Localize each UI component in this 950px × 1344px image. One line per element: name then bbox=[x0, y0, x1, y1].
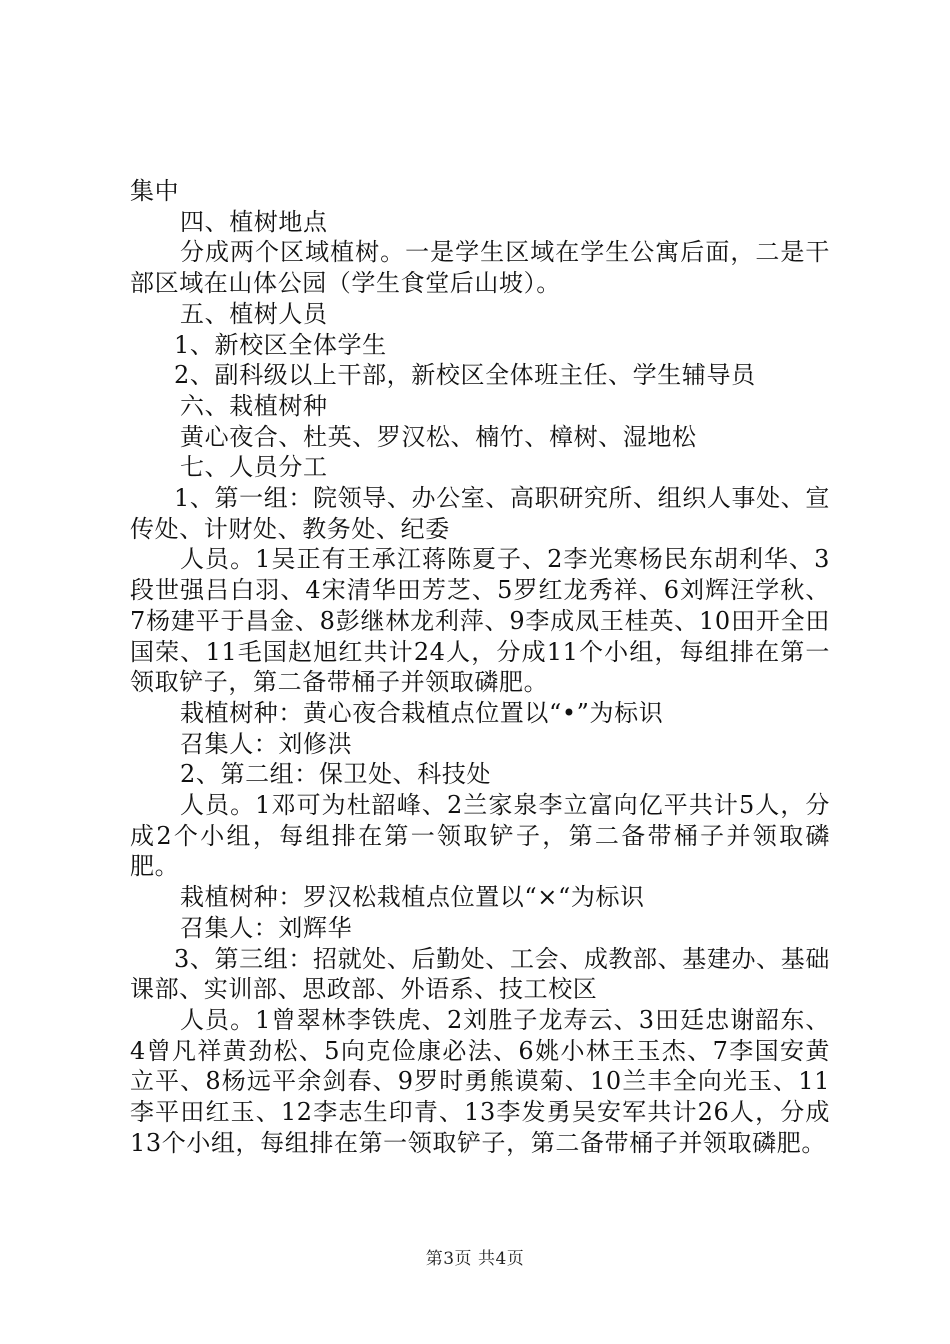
page-number: 第3页 共4页 bbox=[425, 1249, 525, 1269]
section-heading-division: 七、人员分工 bbox=[180, 453, 328, 482]
section-heading-species: 六、栽植树种 bbox=[180, 391, 328, 420]
group-one-heading: 1、第一组：院领导、办公室、高职研究所、组织人事处、宣传处、计财处、教务处、纪委 bbox=[130, 484, 830, 543]
section-heading-personnel: 五、植树人员 bbox=[180, 299, 328, 328]
list-item-students: 1、新校区全体学生 bbox=[174, 330, 387, 359]
group-one-convener: 召集人：刘修洪 bbox=[180, 729, 353, 758]
group-three-heading: 3、第三组：招就处、后勤处、工会、成教部、基建办、基础课部、实训部、思政部、外语系、技工校区 bbox=[130, 944, 830, 1004]
group-two-heading: 2、第二组：保卫处、科技处 bbox=[180, 760, 492, 789]
group-two-convener: 召集人：刘辉华 bbox=[180, 913, 353, 942]
group-one-species: 栽植树种：黄心夜合栽植点位置以“•”为标识 bbox=[180, 698, 664, 727]
document-body bbox=[130, 176, 830, 1159]
group-three-members: 人员。1曾翠林李铁虎、2刘胜子龙寿云、3田廷忠谢韶东、4曾凡祥黄劲松、5向克俭康必法、6姚小林王玉杰、7李国安黄立平、8杨远平余剑春、9罗时勇熊谟菊、10兰丰全向光玉、11李平田红玉、12李志生印青、13李发勇吴安军共计26人，分成13个小组，每组排在第一领取铲子，第二备带桶子并领取磷肥。 bbox=[130, 1005, 830, 1157]
paragraph-location-details: 分成两个区域植树。一是学生区域在学生公寓后面，二是干部区域在山体公园（学生食堂后山坡）。 bbox=[130, 238, 830, 298]
list-item-cadres: 2、副科级以上干部，新校区全体班主任、学生辅导员 bbox=[174, 361, 756, 390]
paragraph-continuation: 集中 bbox=[130, 177, 180, 205]
group-one-members: 人员。1吴正有王承江蒋陈夏子、2李光寒杨民东胡利华、3段世强吕白羽、4宋清华田芳芝、5罗红龙秀祥、6刘辉汪学秋、7杨建平于昌金、8彭继林龙利萍、9李成凤王桂英、10田开全田国荣、11毛国赵旭红共计24人，分成11个小组，每组排在第一领取铲子，第二备带桶子并领取磷肥。 bbox=[130, 545, 830, 697]
page-footer bbox=[0, 1244, 950, 1269]
group-two-members: 人员。1邓可为杜韶峰、2兰家泉李立富向亿平共计5人，分成2个小组，每组排在第一领取铲子，第二备带桶子并领取磷肥。 bbox=[130, 791, 830, 881]
section-heading-location: 四、植树地点 bbox=[180, 207, 328, 236]
paragraph-species-list: 黄心夜合、杜英、罗汉松、楠竹、樟树、湿地松 bbox=[180, 422, 697, 451]
group-two-species: 栽植树种：罗汉松栽植点位置以“×“为标识 bbox=[180, 883, 645, 912]
